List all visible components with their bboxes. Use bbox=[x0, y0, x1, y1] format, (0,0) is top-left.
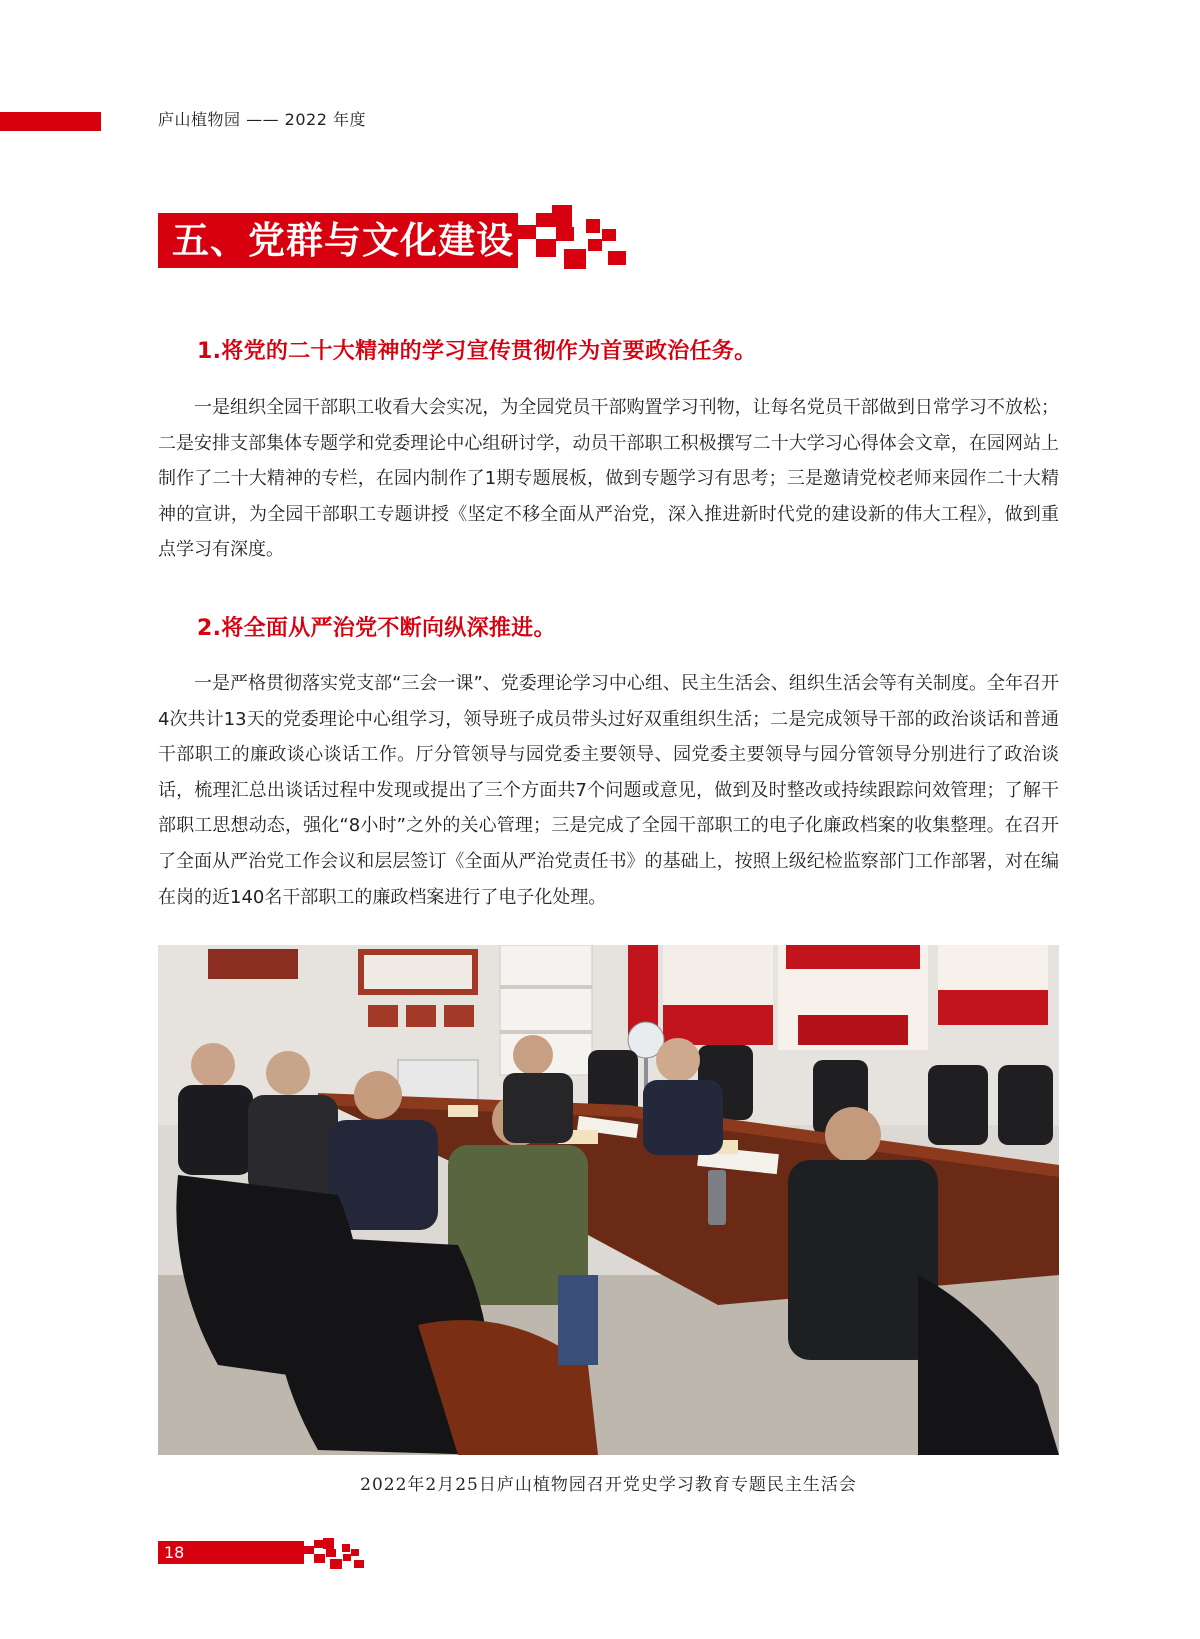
title-mosaic-decoration bbox=[510, 205, 630, 270]
photo-caption: 2022年2月25日庐山植物园召开党史学习教育专题民主生活会 bbox=[360, 1475, 857, 1495]
meeting-photo bbox=[158, 945, 1059, 1455]
running-head: 庐山植物园 —— 2022 年度 bbox=[158, 110, 366, 129]
subsection-1-body: 一是组织全园干部职工收看大会实况，为全园党员干部购置学习刊物，让每名党员干部做到日常学习不放松；二是安排支部集体专题学和党委理论中心组研讨学，动员干部职工积极撰写二十大学习心得体会文章，在园网站上制作了二十大精神的专栏，在园内制作了1期专题展板，做到专题学习有思考；三是邀请党校老师来园作二十大精神的宣讲，为全园干部职工专题讲授《坚定不移全面从严治党，深入推进新时代党的建设新的伟大工程》，做到重点学习有深度。 bbox=[158, 397, 1059, 561]
subsection-2-body: 一是严格贯彻落实党支部“三会一课”、党委理论学习中心组、民主生活会、组织生活会等有关制度。全年召开4次共计13天的党委理论中心组学习，领导班子成员带头过好双重组织生活；二是完成领导干部的政治谈话和普通干部职工的廉政谈心谈话工作。厅分管领导与园党委主要领导、园党委主要领导与园分管领导分别进行了政治谈话，梳理汇总出谈话过程中发现或提出了三个方面共7个问题或意见，做到及时整改或持续跟踪问效管理；了解干部职工思想动态，强化“8小时”之外的关心管理；三是完成了全园干部职工的电子化廉政档案的收集整理。在召开了全面从严治党工作会议和层层签订《全面从严治党责任书》的基础上，按照上级纪检监察部门工作部署，对在编在岗的近140名干部职工的廉政档案进行了电子化处理。 bbox=[158, 673, 1059, 908]
page-number: 18 bbox=[164, 1543, 185, 1562]
footer-mosaic-decoration bbox=[300, 1538, 372, 1570]
section-title: 五、党群与文化建设 bbox=[172, 219, 514, 262]
subsection-1-heading: 1.将党的二十大精神的学习宣传贯彻作为首要政治任务。 bbox=[197, 339, 757, 364]
header-accent-bar bbox=[0, 112, 101, 131]
subsection-2-heading: 2.将全面从严治党不断向纵深推进。 bbox=[197, 616, 556, 641]
